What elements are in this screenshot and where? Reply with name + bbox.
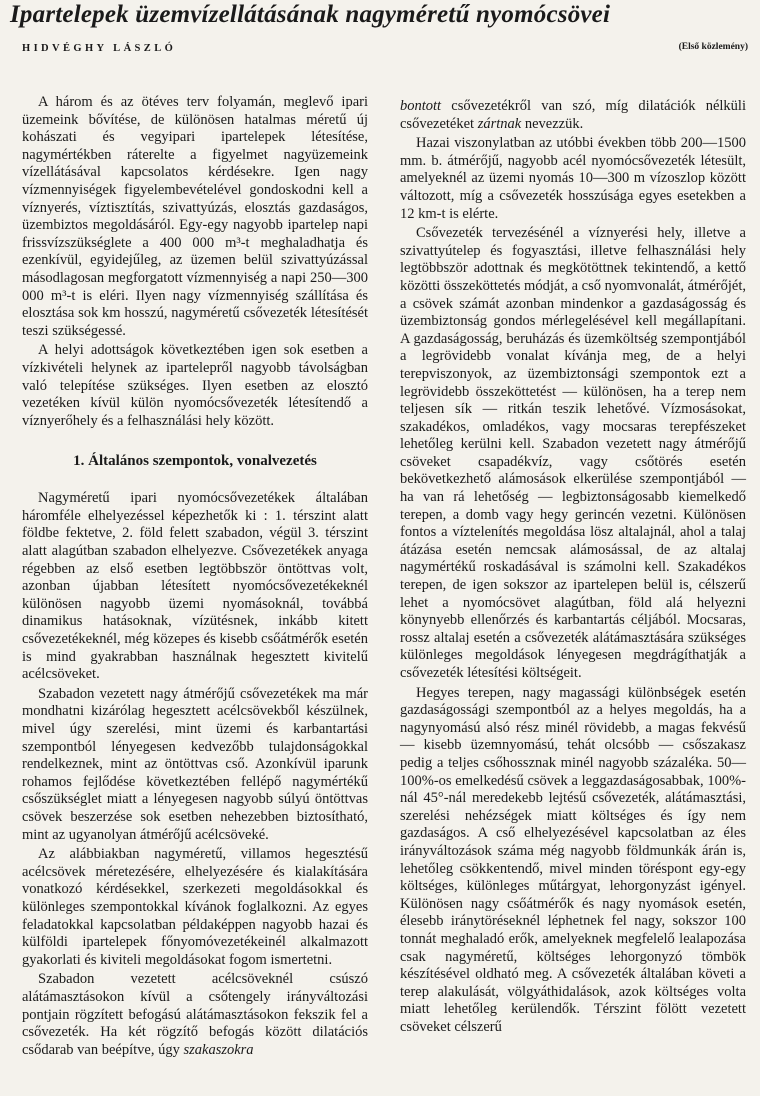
paragraph-text: nevezzük.	[521, 115, 584, 132]
paragraph-text: csővezetékről van szó, míg dilatációk nélküli csővezetéket	[400, 98, 746, 132]
paragraph: Hegyes terepen, nagy magassági különbségek esetén gazdaságossági szempontból az a helyes megoldás, ha a nagynyomású alsó rész minél rövidebb, a magas fekvésű — kisebb üzemnyomású, tehát olcsóbb — csőszakasz pedig a teljes csőhossznak minél nagyobb százaléka. 50—100%-os emelkedésű csövek a leggazdaságosabbak, 100%-nál 45°-nál meredekebb lejtésű csővezeték, alátámasztási, szerelési nehézségek miatt költséges és így nem gazdaságos. A cső elhelyezésével kapcsolatban az éles irányváltozások száma még nagyobb földmunkák árán is, lehetőleg csökkentendő, mivel minden töréspont egy-egy költséges, különleges műtárgyat, lehorgonyzást igényel. Különösen nagy csőátmérők és nagy nyomások esetén, élesebb iránytöréseknél léphetnek fel nagy, sokszor 100 tonnát meghaladó erők, amelyeknek megfelelő lealapozása csak nagyméretű, költséges lehorgonyzó tömbök készítésével oldható meg. A csővezeték általában követi a terep alakulását, völgyáthidalások, azok költséges volta miatt lehetőleg kerülendők. Térszint fölött vezetett csöveket célszerű	[400, 684, 746, 1035]
paragraph: Hazai viszonylatban az utóbbi években több 200—1500 mm. b. átmérőjű, nagyobb acél nyomócsővezeték létesült, amelyeknél az üzemi nyomás 10—300 m vízoszlop között változott, míg a csővezeték hosszúsága egyes esetekben a 12 km-t is elérte.	[400, 135, 746, 222]
paragraph: Nagyméretű ipari nyomócsővezetékek általában háromféle elhelyezéssel képezhetők ki : 1. térszint alatt földbe fektetve, 2. föld felett szabadon, végül 3. térszint alatt alagútban szabadon elhelyezve. Csővezetékek anyaga régebben az első esetben legtöbbször öntöttvas volt, azonban újabban létesített nyomócsővezetékeknél különösen nagyobb üzemi nyomásoknál, továbbá dinamikus hatásoknak, vízütésnek, inkább kitett csővezetékeknél, még közepes és kisebb csőátmérők esetén is mind gyakrabban használnak hegesztett kivitelű acélcsöveket.	[22, 490, 368, 683]
italic-term: zártnak	[477, 115, 522, 132]
paragraph: A helyi adottságok következtében igen sok esetben a vízkivételi helynek az ipartelepről nagyobb távolságban való telepítése szükséges. Ilyen esetben az elosztó vezetéken kívül külön nyomócsővezeték létesítendő a víznyerőhely és a felhasználási hely között.	[22, 342, 368, 429]
installment-note: (Első közlemény)	[678, 42, 748, 52]
italic-term: szakaszokra	[183, 1041, 254, 1058]
article-author: HIDVÉGHY LÁSZLÓ	[22, 43, 177, 54]
paragraph-text: Szabadon vezetett acélcsöveknél csúszó alátámasztásokon kívül a csőtengely irányváltozási pontjain rögzített befogású alátámasztásokon fekszik fel a csővezeték. Ha két rögzítő befogás között dilatációs csődarab van beépítve, úgy	[22, 971, 368, 1058]
italic-term: bontott	[400, 98, 442, 114]
paragraph: A három és az ötéves terv folyamán, meglevő ipari üzemeink bővítése, de különösen hatalmas méretű új kohászati és vegyipari ipartelepek létesítése, nagymértékben ráterelte a figyelmet nagyüzemeink vízellátásával kapcsolatos kérdésekre. Igen nagy vízmennyiségek figyelembevételével gondoskodni kell a víznyerés, víztisztítás, szivattyúzás, elosztás gazdaságos, üzembiztos megoldásáról. Egy-egy nagyobb ipartelep napi frissvízszükséglete a 400 000 m³-t meghaladhatja és ezenkívül, egyidejűleg, az üzemen belül szivattyúzással másodlagosan megforgatott vízmennyiség a napi 250—300 000 m³-t is eléri. Ilyen nagy vízmennyiség szállítása és elosztása sok km hosszú, nagyméretű csővezeték létesítését teszi szükségessé.	[22, 94, 368, 339]
paragraph: Az alábbiakban nagyméretű, villamos hegesztésű acélcsövek méretezésére, elhelyezésére és kialakítására vonatkozó kérdésekkel, szerkezeti megoldásokkal és különleges szempontokkal kívánok foglalkozni. Az egyes feladatokkal kapcsolatban példaképpen nagyobb hazai és külföldi ipartelepek főnyomóvezetékeinél alkalmazott gyakorlati és kiviteli megoldásokat fogom ismertetni.	[22, 846, 368, 968]
section-heading: 1. Általános szempontok, vonalvezetés	[73, 453, 317, 470]
paragraph: Csővezeték tervezésénél a víznyerési hely, illetve a szivattyútelep és fogyasztási, illetve felhasználási hely legtöbbször adottnak és megkötöttnek tekintendő, a kettő közötti összeköttetés módját, a cső nyomvonalát, átmérőjét, a csövek számát azonban mindenkor a gazdaságosság és üzembiztonság gondos mérlegelésével kell megállapítani. A gazdaságosság, beruházás és üzemköltség szempontjából a legrövidebb vonalat kívánja meg, de a helyi terepviszonyok, az üzembiztonsági szempontok ezt a legrövidebb összeköttetést — különösen, ha a terep nem teljesen sík — ritkán teszik lehetővé. Vízmosásokat, szakadékos, omladékos, vagy mocsaras terepfészeket lehetőleg kerülni kell. Szabadon vezetett nagy átmérőjű csöveket csapadékvíz, vagy csőtörés esetén bekövetkezhető alámosások elkerülése szempontjából — ha van rá lehetőség — legbiztonságosabb kiemelkedő terepen, a domb vagy hegy gerincén vezetni. Különösen fontos a víztelenítés megoldása lösz altalajnál, ahol a talaj átázása esetén nemcsak alámosással, de az altalaj nagymértékű roskadásával is számolni kell. Szakadékos terepen, de igen sokszor az ipartelepen belül is, célszerű lehet a nyomócsövet alagútban, föld alá helyezni könynyebb ellenőrzés és karbantartás céljából. Mocsaras, rossz altalaj esetén a csővezeték alátámasztására szükséges különleges megoldások lényegesen megdrágíthatják a csővezeték létesítési költségeit.	[400, 225, 746, 681]
paragraph	[400, 98, 746, 133]
paragraph	[22, 971, 368, 1059]
right-column	[400, 98, 746, 1036]
left-column	[22, 94, 368, 1059]
article-title: Ipartelepek üzemvízellátásának nagyméretű nyomócsövei	[10, 1, 611, 28]
paragraph: Szabadon vezetett nagy átmérőjű csővezetékek ma már mondhatni kizárólag hegesztett acélcsövekből készülnek, mivel úgy szerelési, mint üzemi és karbantartási szempontból lényegesen kedvezőbb tulajdonságokkal rendelkeznek, mint az öntöttvas cső. Azonkívül iparunk rohamos fejlődése következtében fellépő nagymértékű csőszükséglet miatt a lényegesen nagyobb súlyú öntöttvas csövek beszerzése sok esetben nehezebben biztosítható, mint az ugyanolyan átmérőjű acélcsöveké.	[22, 685, 368, 843]
